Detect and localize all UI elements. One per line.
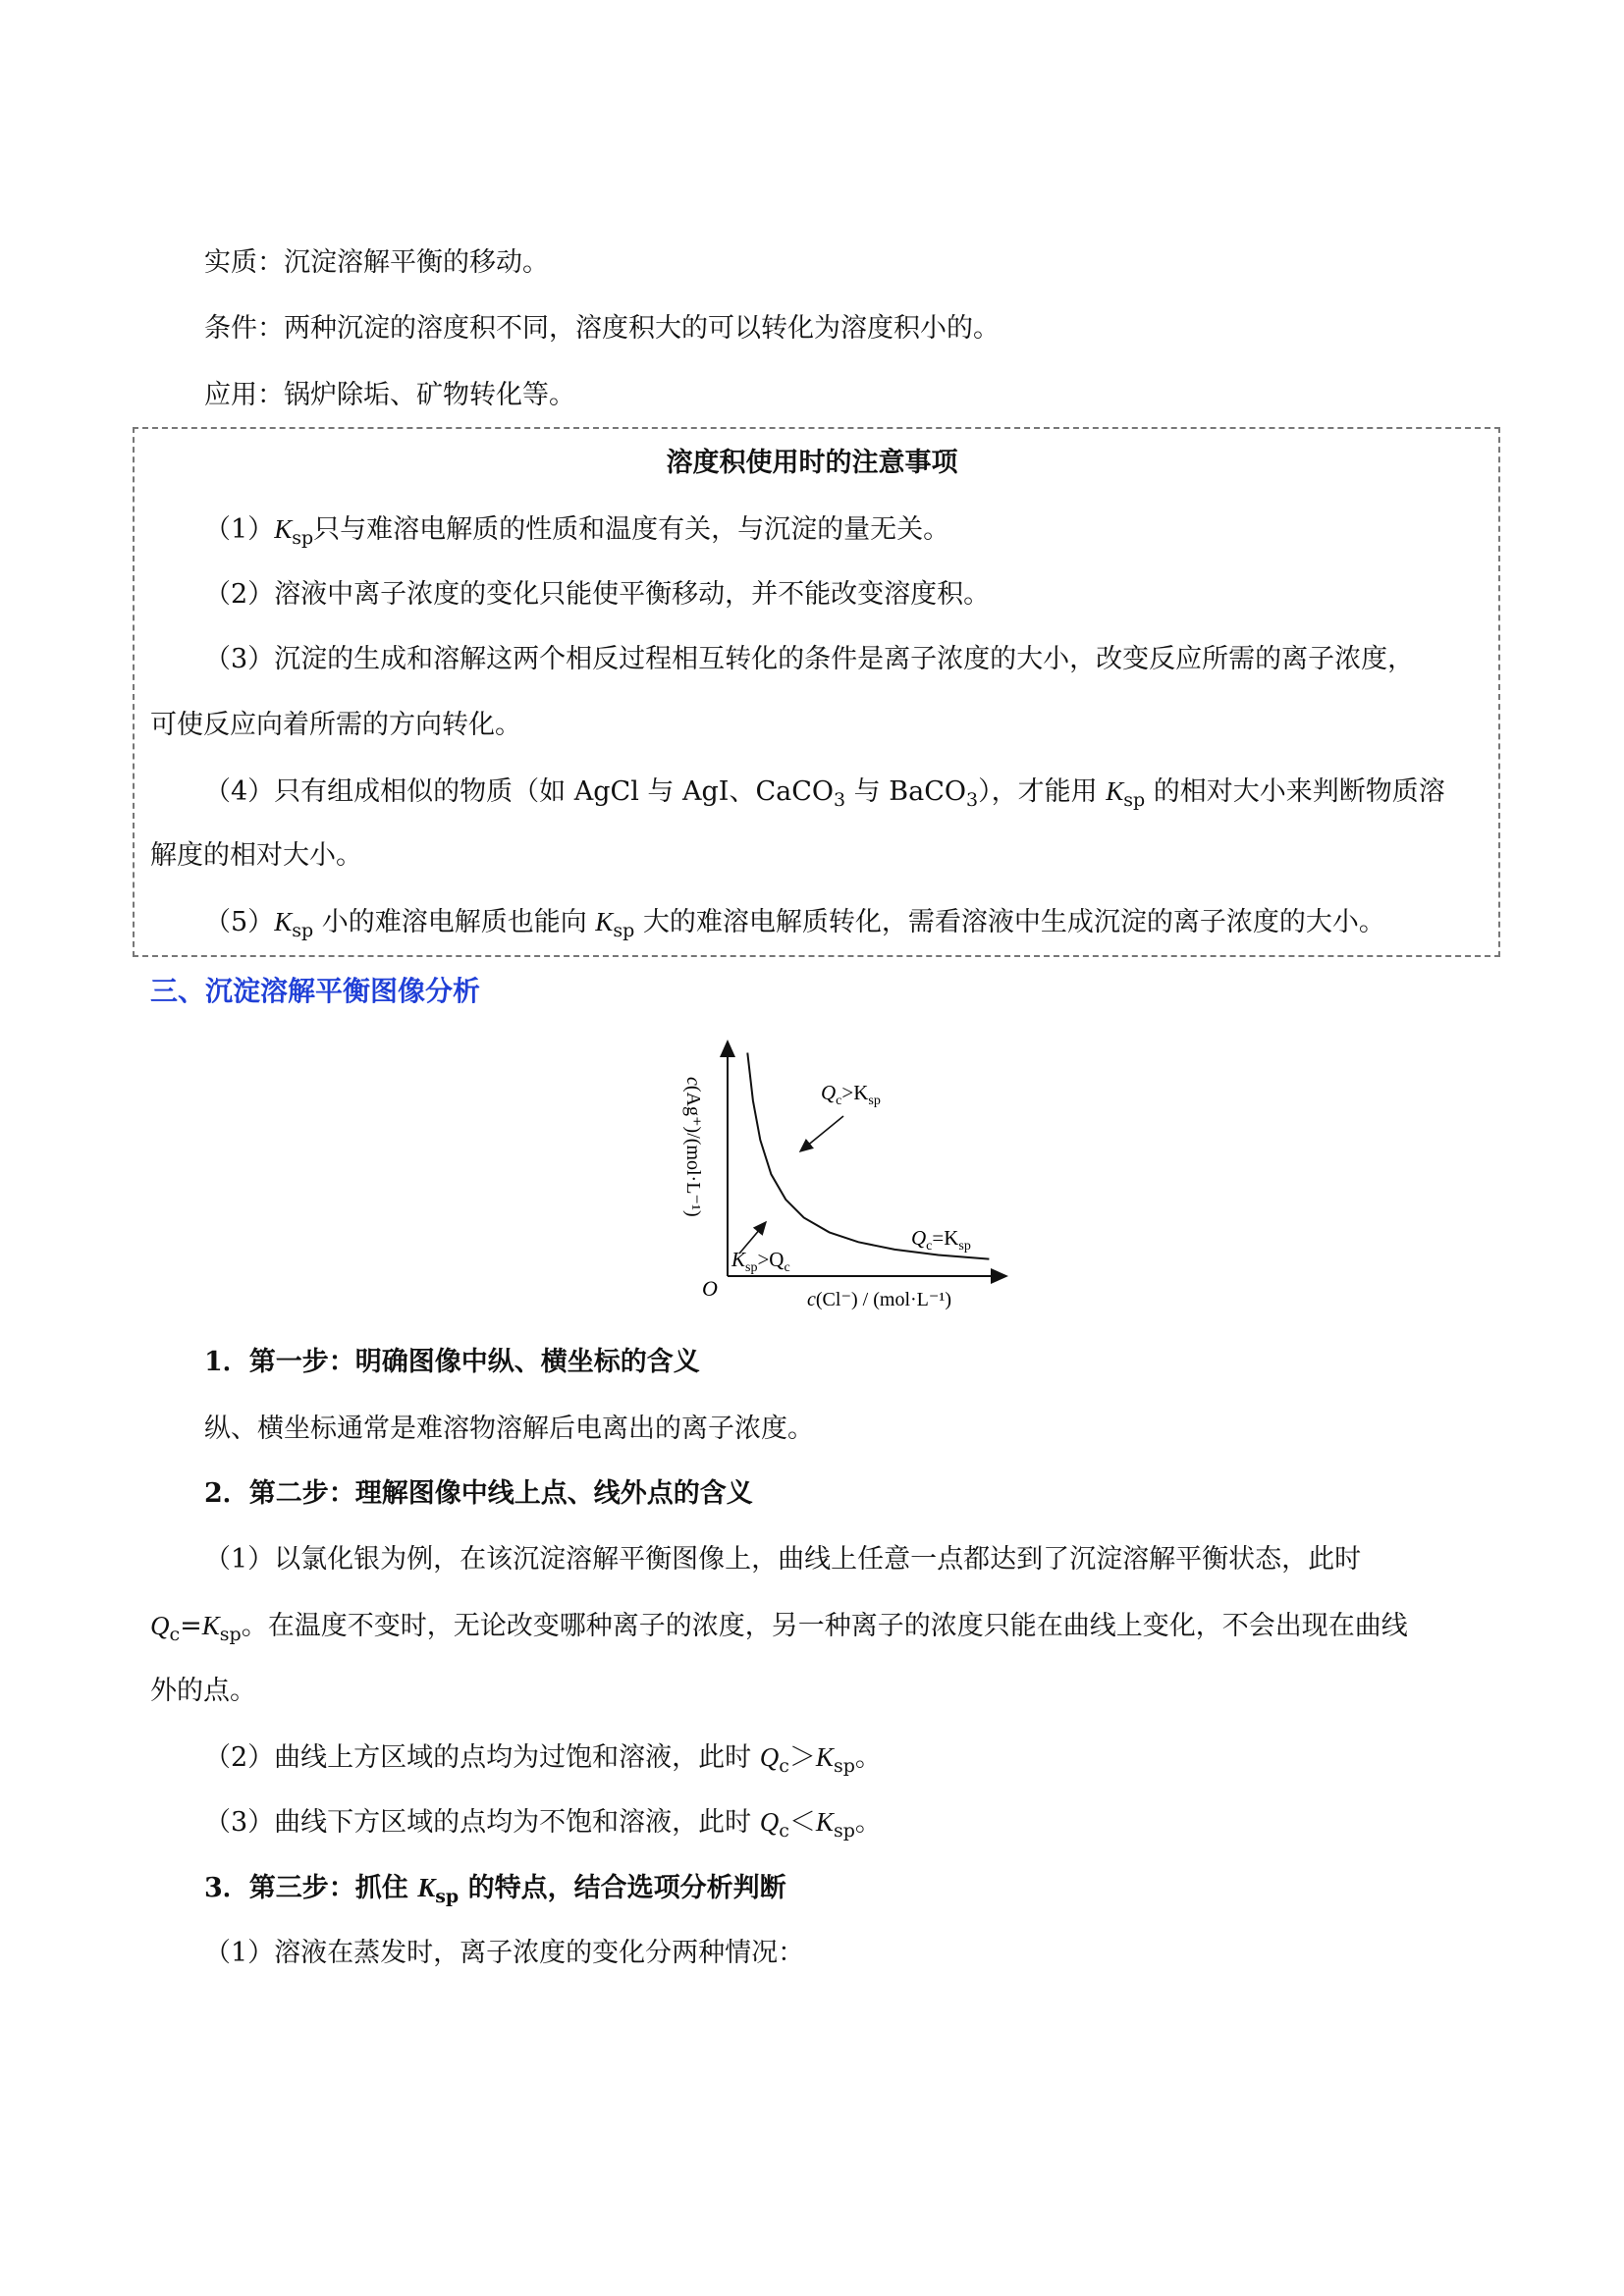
note-item-4-part-c: ），才能用 — [978, 776, 1107, 807]
ksp-sub: sp — [1123, 789, 1146, 811]
step-2-item-1-line2-text: 。在温度不变时，无论改变哪种离子的浓度，另一种离子的浓度只能在曲线上变化，不会出现在曲线 — [241, 1611, 1408, 1641]
application-text: 锅炉除垢、矿物转化等。 — [284, 380, 575, 410]
caco3-sub: 3 — [834, 789, 846, 811]
condition-text: 两种沉淀的溶度积不同，溶度积大的可以转化为溶度积小的。 — [284, 313, 1000, 344]
step-2-heading: 2．第二步：理解图像中线上点、线外点的含义 — [204, 1478, 753, 1509]
label-qc-greater-ksp: $Q_c>K_{sp}$ — [821, 1081, 881, 1108]
note-item-4-line2: 解度的相对大小。 — [150, 840, 362, 871]
solubility-equilibrium-chart — [648, 1026, 1021, 1320]
ksp-sub: sp — [219, 1624, 242, 1645]
period: 。 — [854, 1742, 882, 1773]
label-qc-equals-ksp: $Q_c=K_{sp}$ — [911, 1226, 971, 1254]
step-2-item-1-line1: （1）以氯化银为例，在该沉淀溶解平衡图像上，曲线上任意一点都达到了沉淀溶解平衡状态，此时 — [204, 1544, 1362, 1575]
qc-sub: c — [779, 1820, 789, 1842]
equals-sign: = — [180, 1611, 202, 1641]
ksp-symbol: K — [274, 907, 293, 936]
ksp-symbol: K — [1106, 776, 1124, 806]
arrow-above-curve — [800, 1116, 843, 1151]
note-item-4-part-b: 与 BaCO — [845, 776, 966, 807]
note-item-2: （2）溶液中离子浓度的变化只能使平衡移动，并不能改变溶度积。 — [204, 579, 991, 610]
step-3-heading — [204, 1868, 786, 1916]
essence-text: 沉淀溶解平衡的移动。 — [284, 247, 549, 278]
note-item-3-line1: （3）沉淀的生成和溶解这两个相反过程相互转化的条件是离子浓度的大小，改变反应所需的离子浓度， — [204, 644, 1415, 674]
note-item-4-part-d: 的相对大小来判断物质溶 — [1145, 776, 1445, 807]
ksp-sub: sp — [613, 920, 635, 941]
step-2-item-3-text: （3）曲线下方区域的点均为不饱和溶液，此时 — [204, 1807, 760, 1838]
baco3-sub: 3 — [966, 789, 979, 811]
ksp-symbol: K — [815, 1807, 834, 1837]
step-3-heading-a: 3．第三步：抓住 — [204, 1873, 418, 1903]
note-item-5-part-b: 小的难溶电解质也能向 — [313, 907, 596, 937]
note-box — [133, 427, 1500, 957]
step-3-heading-b: 的特点，结合选项分析判断 — [459, 1873, 786, 1903]
greater-sign: ＞ — [788, 1742, 816, 1773]
qc-sub: c — [169, 1624, 181, 1645]
ksp-sub: sp — [292, 527, 314, 549]
ksp-symbol: K — [417, 1873, 436, 1902]
step-1-text: 纵、横坐标通常是难溶物溶解后电离出的离子浓度。 — [204, 1414, 814, 1444]
step-2-item-3 — [204, 1802, 882, 1850]
application-label: 应用： — [204, 380, 284, 410]
qc-sub: c — [779, 1755, 789, 1777]
ksp-sub: sp — [435, 1886, 460, 1907]
less-sign: ＜ — [788, 1807, 816, 1838]
note-item-1-prefix: （1） — [204, 514, 275, 545]
x-axis-label: c(Cl⁻) / (mol·L⁻¹) — [807, 1289, 952, 1310]
essence-label: 实质： — [204, 247, 284, 278]
qc-symbol: Q — [150, 1611, 170, 1640]
y-axis-label: c(Ag⁺)/(mol·L⁻¹) — [682, 1077, 704, 1217]
step-2-item-1-line2 — [150, 1606, 1408, 1654]
ksp-symbol: K — [201, 1611, 220, 1640]
ksp-sub: sp — [833, 1755, 855, 1777]
note-item-4-line1 — [204, 772, 1445, 820]
step-2-item-2-text: （2）曲线上方区域的点均为过饱和溶液，此时 — [204, 1742, 760, 1773]
qc-symbol: Q — [759, 1807, 780, 1837]
note-item-1-text: 只与难溶电解质的性质和温度有关，与沉淀的量无关。 — [313, 514, 950, 545]
essence-line — [204, 243, 549, 283]
ksp-symbol: K — [815, 1742, 834, 1772]
section-3-heading: 三、沉淀溶解平衡图像分析 — [150, 975, 481, 1007]
note-item-5-prefix: （5） — [204, 907, 275, 937]
label-ksp-greater-qc: $K_{sp}>Q_c$ — [731, 1248, 790, 1275]
qc-symbol: Q — [759, 1742, 780, 1772]
ksp-sub: sp — [292, 920, 314, 941]
note-box-title: 溶度积使用时的注意事项 — [666, 448, 958, 478]
condition-line — [204, 309, 1000, 348]
ksp-symbol: K — [595, 907, 614, 936]
note-item-1 — [204, 509, 949, 558]
origin-label: O — [702, 1276, 718, 1301]
step-3-item-1: （1）溶液在蒸发时，离子浓度的变化分两种情况： — [204, 1938, 805, 1968]
ksp-symbol: K — [274, 514, 293, 544]
note-item-5 — [204, 902, 1385, 950]
note-item-4-part-a: （4）只有组成相似的物质（如 AgCl 与 AgI、CaCO — [204, 776, 834, 807]
step-1-heading: 1．第一步：明确图像中纵、横坐标的含义 — [204, 1347, 700, 1377]
step-2-item-1-line3: 外的点。 — [150, 1676, 256, 1706]
step-2-item-2 — [204, 1737, 882, 1786]
ksp-sub: sp — [833, 1820, 855, 1842]
condition-label: 条件： — [204, 313, 284, 344]
note-item-3-line2: 可使反应向着所需的方向转化。 — [150, 710, 521, 740]
period: 。 — [854, 1807, 882, 1838]
note-item-5-part-c: 大的难溶电解质转化，需看溶液中生成沉淀的离子浓度的大小。 — [634, 907, 1385, 937]
application-line — [204, 376, 575, 415]
